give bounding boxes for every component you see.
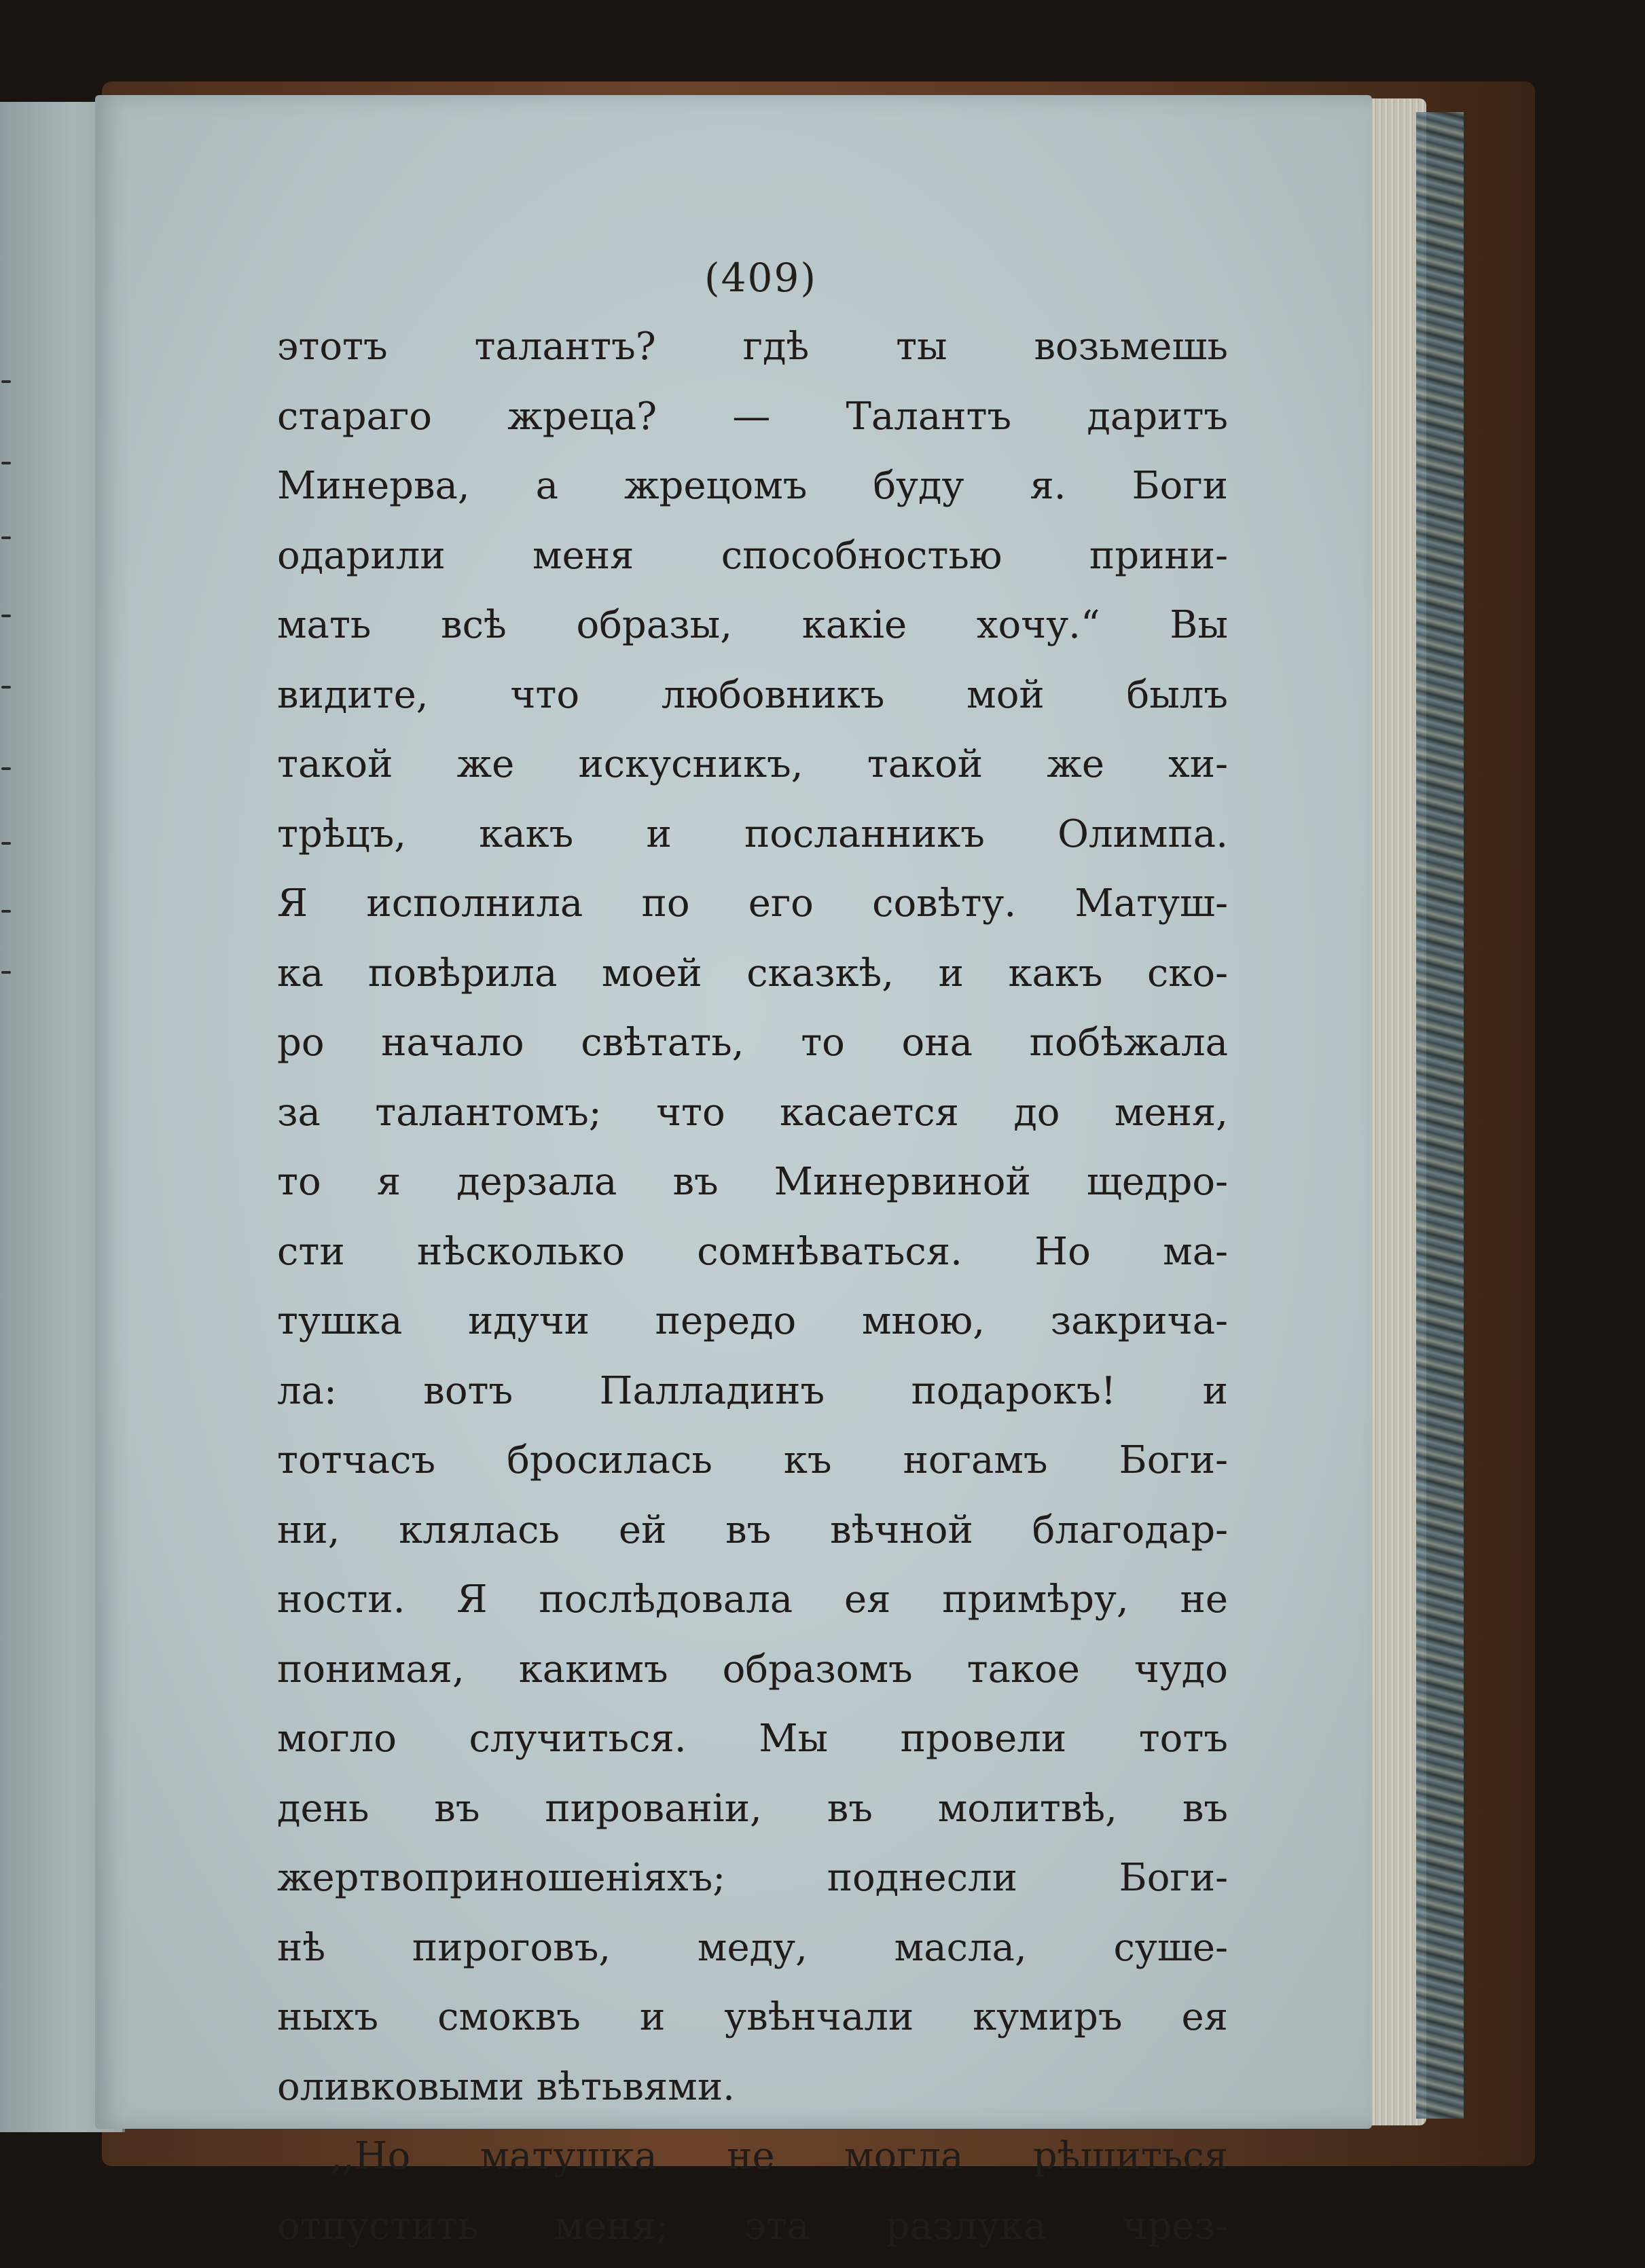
text-line: за талантомъ; что касается до меня, — [277, 1090, 1228, 1135]
text-line: этотъ талантъ? гдѣ ты возьмешь — [277, 325, 1228, 369]
text-line: ныхъ смоквъ и увѣнчали кумиръ ея — [277, 1995, 1228, 2039]
text-fragment — [1, 380, 11, 383]
text-fragment — [1, 842, 11, 845]
text-line: тушка идучи передо мною, закрича- — [277, 1299, 1228, 1343]
text-fragment — [1, 971, 11, 974]
text-fragment — [1, 686, 11, 689]
text-line: то я дерзала въ Минервиной щедро- — [277, 1160, 1228, 1204]
text-line: сти нѣсколько сомнѣваться. Но ма- — [277, 1229, 1228, 1274]
text-line: ро начало свѣтать, то она побѣжала — [277, 1021, 1228, 1065]
text-line: мать всѣ образы, какіе хочу.“ Вы — [277, 603, 1228, 647]
book-page — [95, 95, 1372, 2248]
text-line: нѣ пироговъ, меду, масла, суше- — [277, 1925, 1228, 1970]
text-fragment — [1, 462, 11, 464]
page-number: (409) — [704, 255, 817, 301]
text-line: ла: вотъ Палладинъ подарокъ! и — [277, 1368, 1228, 1413]
text-line: жертвоприношеніяхъ; поднесли Боги- — [277, 1856, 1228, 1900]
text-fragment — [1, 615, 11, 617]
text-line: понимая, какимъ образомъ такое чудо — [277, 1647, 1228, 1691]
text-line: стараго жреца? — Талантъ даритъ — [277, 394, 1228, 439]
text-fragment — [1, 536, 11, 539]
text-line: могло случиться. Мы провели тотъ — [277, 1717, 1228, 1761]
text-line: отпустить меня; эта разлука чрез- — [277, 2203, 1228, 2248]
text-line: ни, клялась ей въ вѣчной благодар- — [277, 1507, 1228, 1552]
text-line: оливковыми вѣтьвями. — [277, 2064, 735, 2109]
text-line: ности. Я послѣдовала ея примѣру, не — [277, 1577, 1228, 1622]
text-line: Я исполнила по его совѣту. Матуш- — [277, 881, 1228, 926]
text-line: такой же искусникъ, такой же хи- — [277, 742, 1228, 786]
text-line: день въ пированіи, въ молитвѣ, въ — [277, 1786, 1228, 1831]
text-line: Минерва, а жрецомъ буду я. Боги — [277, 464, 1228, 508]
text-line: видите, что любовникъ мой былъ — [277, 672, 1228, 717]
marbled-edge — [1416, 112, 1464, 2119]
text-line: ,,Но матушка не могла рѣшиться — [330, 2134, 1228, 2178]
text-line: трѣцъ, какъ и посланникъ Олимпа. — [277, 811, 1228, 856]
page-text — [277, 312, 1228, 2261]
text-line: одарили меня способностью прини- — [277, 533, 1228, 578]
text-fragment — [1, 910, 11, 913]
text-fragment — [1, 767, 11, 770]
text-line: ка повѣрила моей сказкѣ, и какъ ско- — [277, 951, 1228, 995]
text-line: тотчасъ бросилась къ ногамъ Боги- — [277, 1438, 1228, 1482]
